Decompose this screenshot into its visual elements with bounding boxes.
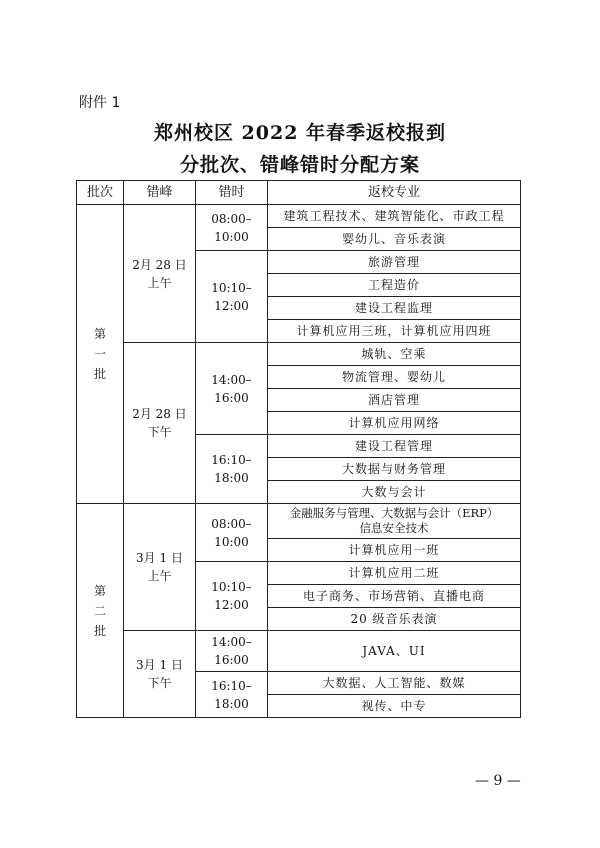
major-line: 金融服务与管理、大数据与会计（ERP） [289, 506, 499, 520]
time-slot-label: 14:00–16:00 [211, 635, 252, 667]
time-cell [196, 435, 268, 504]
batch-cell [77, 205, 124, 504]
time-slot-label: 10:10–12:00 [211, 580, 252, 612]
header-majors: 返校专业 [268, 181, 521, 205]
major-cell: 20 级音乐表演 [268, 608, 521, 631]
period-label: 下午 [147, 425, 172, 439]
table-row [77, 504, 521, 539]
time-slot-label: 08:00–10:00 [211, 516, 252, 549]
major-cell: 大数据与财务管理 [268, 458, 521, 481]
period-label: 上午 [147, 569, 172, 583]
date-cell [124, 205, 196, 343]
major-cell: JAVA、UI [268, 631, 521, 672]
date-cell [124, 504, 196, 631]
header-stagger-time: 错时 [196, 181, 268, 205]
major-cell: 计算机应用网络 [268, 412, 521, 435]
header-batch: 批次 [77, 181, 124, 205]
time-slot-label: 08:00–10:00 [211, 211, 252, 244]
time-slot-label: 14:00–16:00 [211, 372, 252, 405]
date-label: 3月 1 日 [136, 658, 183, 672]
header-stagger-day: 错峰 [124, 181, 196, 205]
batch-cell [77, 504, 124, 718]
time-cell [196, 504, 268, 562]
major-cell: 大数据、人工智能、数媒 [268, 672, 521, 695]
time-cell [196, 205, 268, 251]
major-cell: 物流管理、婴幼儿 [268, 366, 521, 389]
time-cell [196, 672, 268, 718]
major-line: 信息安全技术 [359, 521, 429, 535]
attachment-label: 附件 1 [79, 95, 121, 111]
period-label: 下午 [147, 676, 172, 690]
date-label: 2月 28 日 [132, 407, 187, 421]
major-cell: 建设工程监理 [268, 297, 521, 320]
document-title-line-1: 郑州校区 2022 年春季返校报到 [153, 122, 447, 144]
time-slot-label: 16:10–18:00 [211, 453, 252, 485]
batch-label: 第一批 [93, 327, 106, 381]
major-cell: 建筑工程技术、建筑智能化、市政工程 [268, 205, 521, 228]
major-cell: 城轨、空乘 [268, 343, 521, 366]
time-cell [196, 343, 268, 435]
major-cell: 大数与会计 [268, 481, 521, 504]
date-label: 3月 1 日 [136, 551, 183, 565]
batch-label: 第二批 [93, 583, 106, 638]
time-slot-label: 16:10–18:00 [211, 678, 252, 711]
schedule-table [76, 180, 521, 718]
date-label: 2月 28 日 [132, 257, 187, 272]
major-cell: 计算机应用三班，计算机应用四班 [268, 320, 521, 343]
date-cell [124, 343, 196, 504]
time-cell [196, 251, 268, 343]
time-cell [196, 562, 268, 631]
major-cell: 计算机应用一班 [268, 539, 521, 562]
page-number: — 9 — [475, 773, 521, 789]
date-cell [124, 631, 196, 718]
table-header-row [77, 181, 521, 205]
table-row [77, 631, 521, 672]
period-label: 上午 [147, 275, 172, 290]
document-title-line-2: 分批次、错峰错时分配方案 [179, 154, 420, 176]
table-row [77, 205, 521, 228]
major-cell: 酒店管理 [268, 389, 521, 412]
time-cell [196, 631, 268, 672]
time-slot-label: 10:10–12:00 [211, 280, 252, 313]
major-cell: 旅游管理 [268, 251, 521, 274]
major-cell: 婴幼儿、音乐表演 [268, 228, 521, 251]
table-row [77, 343, 521, 366]
major-cell: 计算机应用二班 [268, 562, 521, 585]
major-cell: 建设工程管理 [268, 435, 521, 458]
major-cell: 电子商务、市场营销、直播电商 [268, 585, 521, 608]
major-cell: 工程造价 [268, 274, 521, 297]
major-cell: 视传、中专 [268, 695, 521, 718]
major-cell [268, 504, 521, 539]
